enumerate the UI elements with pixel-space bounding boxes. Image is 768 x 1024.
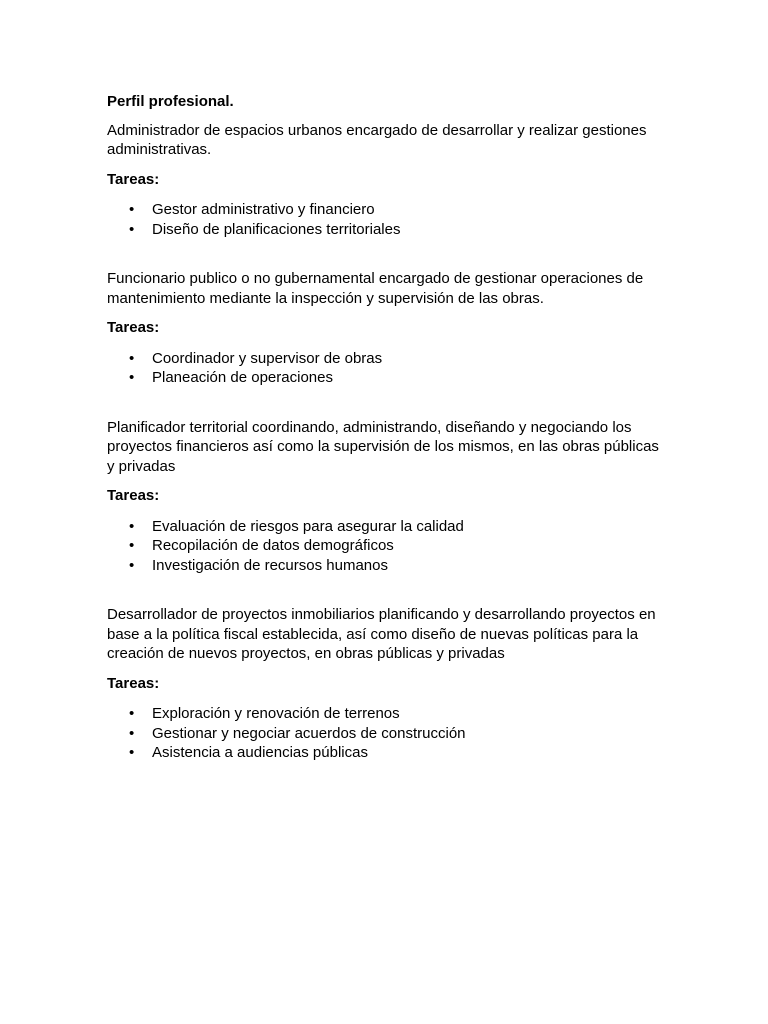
bullet-icon: • xyxy=(129,705,135,722)
task-text: Diseño de planificaciones territoriales xyxy=(152,220,401,238)
profile-section-4 xyxy=(107,605,667,763)
task-item xyxy=(107,704,667,724)
bullet-icon: • xyxy=(129,537,135,554)
task-text: Planeación de operaciones xyxy=(152,369,333,386)
bullet-icon: • xyxy=(129,724,135,742)
tasks-heading: Tareas: xyxy=(107,487,160,504)
task-text: Coordinador y supervisor de obras xyxy=(152,349,383,367)
tasks-heading: Tareas: xyxy=(107,170,160,188)
section-description: Planificador territorial coordinando, administrando, diseñando y negociando los proyectos financieros así como la supervisión de los mismos, en las obras públicas y privadas xyxy=(107,418,659,475)
task-text: Asistencia a audiencias públicas xyxy=(152,744,368,761)
bullet-icon: • xyxy=(129,517,135,535)
bullet-icon: • xyxy=(129,220,135,238)
task-text: Evaluación de riesgos para asegurar la calidad xyxy=(152,517,464,535)
bullet-icon: • xyxy=(129,201,135,218)
tasks-heading: Tareas: xyxy=(107,674,160,692)
task-list xyxy=(107,517,667,576)
task-text: Gestor administrativo y financiero xyxy=(152,201,375,218)
task-item xyxy=(107,724,667,744)
profile-section-2 xyxy=(107,269,667,388)
document-content xyxy=(107,92,667,763)
bullet-icon: • xyxy=(129,369,135,386)
task-list xyxy=(107,704,667,763)
bullet-icon: • xyxy=(129,744,135,761)
task-item xyxy=(107,220,667,240)
task-item xyxy=(107,743,667,763)
task-item xyxy=(107,556,667,576)
task-item xyxy=(107,536,667,556)
task-item xyxy=(107,200,667,220)
tasks-heading: Tareas: xyxy=(107,319,160,336)
profile-section-1 xyxy=(107,121,667,240)
section-description: Administrador de espacios urbanos encargado de desarrollar y realizar gestiones administrativas. xyxy=(107,121,647,158)
task-text: Recopilación de datos demográficos xyxy=(152,537,394,554)
profile-section-3 xyxy=(107,418,667,576)
task-item xyxy=(107,368,667,388)
bullet-icon: • xyxy=(129,556,135,574)
task-text: Exploración y renovación de terrenos xyxy=(152,705,400,722)
task-item xyxy=(107,349,667,369)
task-item xyxy=(107,517,667,537)
bullet-icon: • xyxy=(129,349,135,367)
task-text: Investigación de recursos humanos xyxy=(152,556,388,574)
section-description: Funcionario publico o no gubernamental encargado de gestionar operaciones de mantenimiento mediante la inspección y supervisión de las obras. xyxy=(107,270,644,307)
task-list xyxy=(107,200,667,239)
task-text: Gestionar y negociar acuerdos de construcción xyxy=(152,724,466,742)
section-description: Desarrollador de proyectos inmobiliarios planificando y desarrollando proyectos en base a la política fiscal establecida, así como diseño de nuevas políticas para la creación de nuevos proyectos, en obras públicas y privadas xyxy=(107,606,656,662)
document-title: Perfil profesional. xyxy=(107,93,234,110)
task-list xyxy=(107,349,667,388)
